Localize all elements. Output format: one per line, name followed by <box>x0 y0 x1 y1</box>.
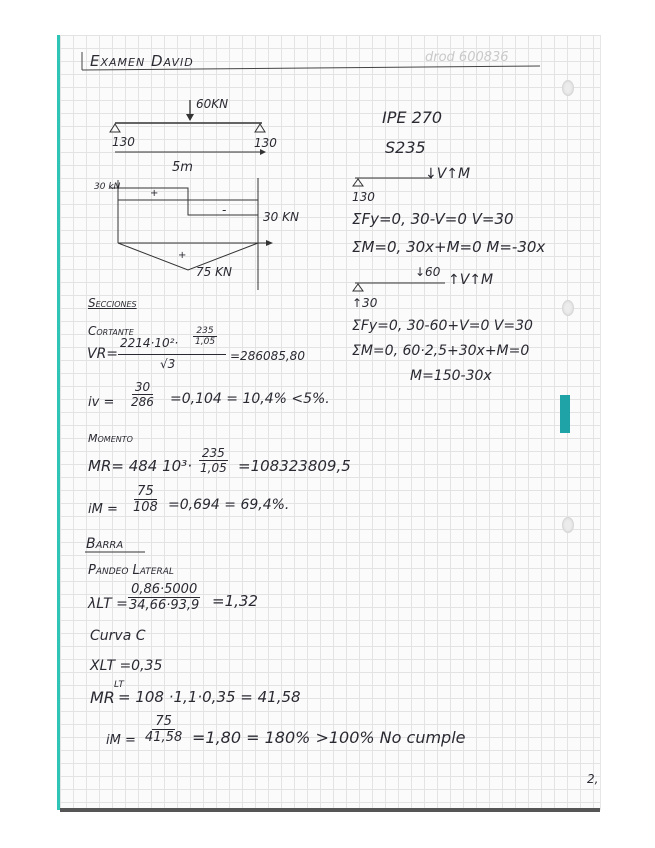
fbd2-moment-result: M=150-30x <box>410 368 492 384</box>
barra-heading: Barra <box>86 536 124 552</box>
support-right <box>255 124 265 132</box>
im-result: =0,694 = 69,4%. <box>168 497 290 513</box>
vr-inner-fraction <box>192 326 218 347</box>
vr-lhs: VR= <box>87 346 119 362</box>
profile-section: IPE 270 <box>382 108 443 127</box>
lambda-lhs: λLT = <box>88 596 128 612</box>
vr-denominator: √3 <box>160 357 176 371</box>
vr-result: =286085,80 <box>230 349 305 363</box>
curva-label: Curva C <box>90 628 146 644</box>
fbd1-forces: ↓V↑M <box>425 166 471 182</box>
im2-lhs: iM = <box>106 733 136 748</box>
im-fraction <box>130 484 161 515</box>
fbd1-equation-moment: ΣM=0, 30x+M=0 M=-30x <box>352 238 546 256</box>
iv-fraction <box>128 380 157 409</box>
vr-fraction-bar <box>118 354 226 355</box>
fbd2-equation-shear: ΣFy=0, 30-60+V=0 V=30 <box>352 318 533 334</box>
shear-minus-sign: - <box>222 203 227 217</box>
mr-lhs: MR= 484 10³· <box>88 457 192 475</box>
header-faint-text: drod 600836 <box>425 50 509 65</box>
load-label: 60KN <box>196 97 229 111</box>
im2-fraction <box>142 714 185 745</box>
cortante-label: Cortante <box>88 324 134 338</box>
mr-frac-num: 235 <box>199 446 228 461</box>
im2-den: 41,58 <box>145 730 183 745</box>
secciones-heading: Secciones <box>88 296 137 310</box>
chi-value: XLT =0,35 <box>90 658 163 674</box>
im-den: 108 <box>133 500 158 515</box>
support-left <box>110 124 120 132</box>
moment-plus-sign: + <box>178 250 187 261</box>
mr-fraction <box>197 446 230 475</box>
reaction-left-label: 130 <box>112 135 135 149</box>
exam-title: Examen David <box>90 52 194 70</box>
moment-max-label: 75 KN <box>196 265 232 279</box>
span-label: 5m <box>172 160 193 175</box>
fbd1-reaction: 130 <box>352 190 375 204</box>
im-lhs: iM = <box>88 502 118 517</box>
im-num: 75 <box>134 484 157 500</box>
fbd2-equation-moment: ΣM=0, 60·2,5+30x+M=0 <box>352 343 530 359</box>
mr-lt-lhs: MR <box>90 688 115 707</box>
mr-result: =108323809,5 <box>238 457 351 475</box>
reaction-right-label: 130 <box>254 136 277 150</box>
shear-plus-sign: + <box>150 188 159 199</box>
fbd2-load: ↓60 <box>415 265 441 279</box>
vr-inner-num: 235 <box>193 326 216 337</box>
momento-label: Momento <box>88 432 133 445</box>
fbd1-equation-shear: ΣFy=0, 30-V=0 V=30 <box>352 210 514 228</box>
fbd2-reaction: ↑30 <box>352 296 378 310</box>
iv-lhs: iv = <box>88 395 115 410</box>
mr-lt-superscript: LT <box>114 680 124 690</box>
profile-steel: S235 <box>385 138 426 157</box>
vr-numerator: 2214·10²· <box>120 336 179 350</box>
vr-inner-den: 1,05 <box>195 337 216 347</box>
moment-curve <box>118 243 258 270</box>
iv-result: =0,104 = 10,4% <5%. <box>170 391 330 407</box>
lambda-den: 34,66·93,9 <box>129 598 200 613</box>
im2-result: =1,80 = 180% >100% No cumple <box>192 728 466 747</box>
mr-frac-den: 1,05 <box>200 461 227 475</box>
shear-left-label: 30 kN <box>94 182 121 192</box>
pandeo-label: Pandeo Lateral <box>88 563 174 578</box>
im2-num: 75 <box>152 714 175 730</box>
iv-num: 30 <box>132 380 153 395</box>
lambda-fraction <box>126 582 202 613</box>
lambda-result: =1,32 <box>212 592 258 610</box>
fbd2-forces: ↑V↑M <box>448 272 494 288</box>
corner-mark: 2, <box>587 772 599 786</box>
mr-lt-expression: = 108 ·1,1·0,35 = 41,58 <box>118 688 301 706</box>
shear-right-label: 30 KN <box>263 210 299 224</box>
iv-den: 286 <box>131 395 154 409</box>
lambda-num: 0,86·5000 <box>128 582 200 598</box>
